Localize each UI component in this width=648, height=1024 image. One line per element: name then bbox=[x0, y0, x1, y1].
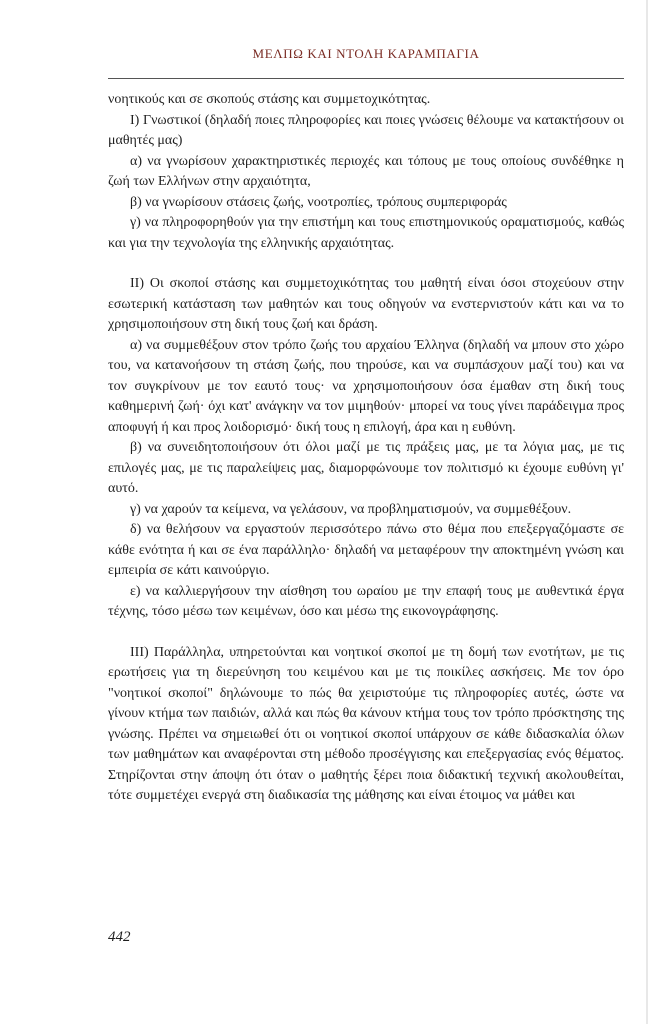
paragraph: νοητικούς και σε σκοπούς στάσης και συμμετοχικότητας. bbox=[108, 92, 431, 107]
list-item: β) να γνωρίσουν στάσεις ζωής, νοοτροπίες, τρόπους συμπεριφοράς bbox=[130, 194, 507, 210]
list-item: γ) να χαρούν τα κείμενα, να γελάσουν, να προβληματισμούν, να συμμεθέξουν. bbox=[130, 501, 572, 517]
paragraph-gap bbox=[108, 623, 624, 643]
list-item: γ) να πληροφορηθούν για την επιστήμη και τους επιστημονικούς οραματισμούς, καθώς και για την τεχνολογία της ελληνικής αρχαιότητας. bbox=[108, 215, 624, 251]
header-rule bbox=[108, 78, 624, 79]
paragraph: I) Γνωστικοί (δηλαδή ποιες πληροφορίες και ποιες γνώσεις θέλουμε να κατακτήσουν οι μαθητές μας) bbox=[108, 112, 624, 148]
paragraph: II) Οι σκοποί στάσης και συμμετοχικότητας του μαθητή είναι όσοι στοχεύουν στην εσωτερική κατάσταση των μαθητών και τους οδηγούν να ενστερνιστούν κάτι και να το χρησιμοποιήσουν στη δική τους ζωή και δράση. bbox=[108, 276, 624, 332]
body-text bbox=[108, 90, 624, 807]
paragraph: III) Παράλληλα, υπηρετούνται και νοητικοί σκοποί με τη δομή των ενοτήτων, με τις ερωτήσεις για τη διερεύνηση του κειμένου και με τις ποικίλες ασκήσεις. Με τον όρο "νοητικοί σκοποί" δηλώνουμε το πώς θα χειριστούμε τις πληροφορίες αυτές, ώστε να γίνουν κτήμα των παιδιών, αλλά και πώς θα κάνουν κτήμα τους τον τρόπο πρόσκτησης της γνώσης. Πρέπει να σημειωθεί ότι οι νοητικοί σκοποί υπάρχουν σε κάθε διδασκαλία όλων των μαθημάτων και αναφέρονται στη μέθοδο προσέγγισης και επεξεργασίας ενός θέματος. Στηρίζονται στην άποψη ότι όταν ο μαθητής ξέρει ποια διδακτική τεχνική ακολουθείται, τότε συμμετέχει ενεργά στη διαδικασία της μάθησης και είναι έτοιμος να μάθει και bbox=[108, 644, 624, 803]
list-item: α) να συμμεθέξουν στον τρόπο ζωής του αρχαίου Έλληνα (δηλαδή να μπουν στο χώρο του, να κατανοήσουν τη στάση ζωής, που τηρούσε, και να συμπάσχουν μαζί του) και να τον συγκρίνουν με τον εαυτό τους· να χρησιμοποιήσουν όσα έμαθαν στη δική τους καθημερινή ζωή· όχι κατ' ανάγκην να τον μιμηθούν· μπορεί να τους γίνει παράδειγμα προς αποφυγή ή και προς λοιδορισμό· δική τους η επιλογή, άρα και η ευθύνη. bbox=[108, 337, 624, 435]
list-item: α) να γνωρίσουν χαρακτηριστικές περιοχές και τόπους με τους οποίους συνδέθηκε η ζωή των Ελλήνων στην αρχαιότητα, bbox=[108, 153, 624, 189]
paragraph-gap bbox=[108, 254, 624, 274]
running-header: ΜΕΛΠΩ ΚΑΙ ΝΤΟΛΗ ΚΑΡΑΜΠΑΓΙΑ bbox=[252, 46, 480, 61]
list-item: δ) να θελήσουν να εργαστούν περισσότερο πάνω στο θέμα που επεξεργαζόμαστε σε κάθε ενότητα ή και σε ένα παράλληλο· δηλαδή να μεταφέρουν την αποκτημένη γνώση και εμπειρία σε κάτι καινούργιο. bbox=[108, 522, 624, 578]
list-item: β) να συνειδητοποιήσουν ότι όλοι μαζί με τις πράξεις μας, με τα λόγια μας, με τις επιλογές μας, με τις παραλείψεις μας, διαμορφώνουμε τον πολιτισμό κι έχουμε ευθύνη γι' αυτό. bbox=[108, 440, 624, 496]
page-number: 442 bbox=[108, 929, 131, 945]
list-item: ε) να καλλιεργήσουν την αίσθηση του ωραίου με την επαφή τους με αυθεντικά έργα τέχνης, τόσο μέσω των κειμένων, όσο και μέσω της εικονογράφησης. bbox=[108, 583, 624, 619]
